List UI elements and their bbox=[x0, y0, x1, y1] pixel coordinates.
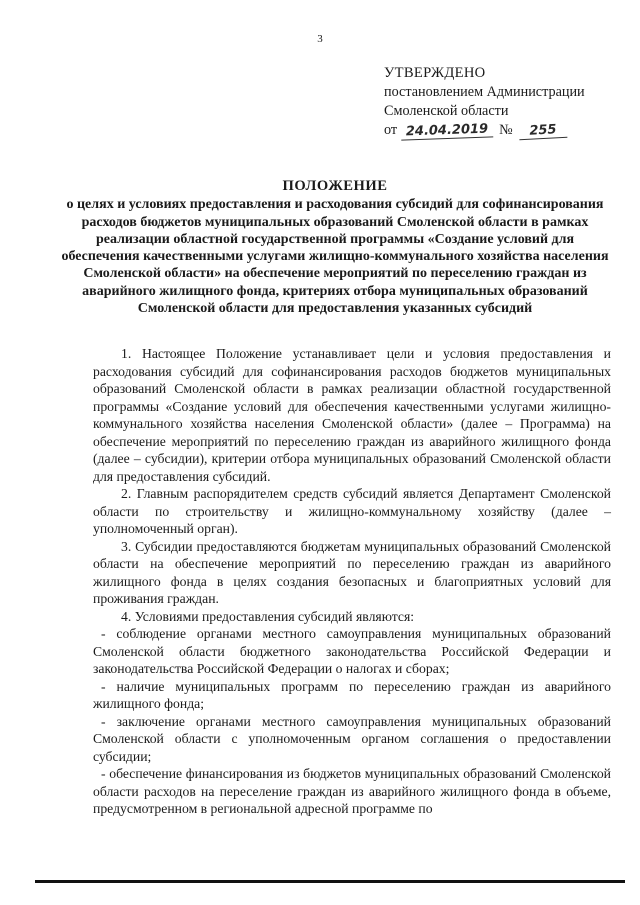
approval-date-number-line bbox=[384, 121, 624, 140]
approval-line-2: Смоленской области bbox=[384, 103, 509, 119]
condition-item-4: - обеспечение финансирования из бюджетов муниципальных образований Смоленской области расходов на переселение граждан из аварийного жилищного фонда в объеме, предусмотренном в региональной адресной программе по bbox=[93, 766, 611, 816]
paragraph-4: 4. Условиями предоставления субсидий являются: bbox=[121, 608, 415, 624]
handwritten-date: 24.04.2019 bbox=[401, 121, 494, 140]
document-title: ПОЛОЖЕНИЕ bbox=[282, 178, 388, 194]
approval-stamp-block bbox=[384, 64, 624, 140]
handwritten-number: 255 bbox=[518, 122, 567, 140]
condition-item-1: - соблюдение органами местного самоуправления муниципальных образований Смоленской области бюджетного законодательства Российской Федерации и законодательства Российской Федерации о налогах и сборах; bbox=[93, 626, 611, 676]
paragraph-3: 3. Субсидии предоставляются бюджетам муниципальных образований Смоленской области на обеспечение мероприятий по переселению граждан из аварийного жилищного фонда в целях создания безопасных и благоприятных условий для проживания граждан. bbox=[93, 538, 611, 606]
page-number: 3 bbox=[317, 33, 323, 45]
document-body bbox=[93, 345, 611, 818]
approval-line-1: постановлением Администрации bbox=[384, 84, 585, 100]
bottom-scan-edge bbox=[35, 880, 625, 883]
condition-item-3: - заключение органами местного самоуправления муниципальных образований Смоленской области с уполномоченным органом соглашения о предоставлении субсидии; bbox=[93, 713, 611, 764]
paragraph-2: 2. Главным распорядителем средств субсидий является Департамент Смоленской области по строительству и жилищно-коммунальному хозяйству (далее – уполномоченный орган). bbox=[93, 486, 611, 536]
condition-item-2: - наличие муниципальных программ по переселению граждан из аварийного жилищного фонда; bbox=[93, 678, 611, 711]
approved-heading: УТВЕРЖДЕНО bbox=[384, 65, 486, 81]
approval-from-prefix: от bbox=[384, 122, 398, 138]
document-title-block bbox=[60, 178, 610, 317]
document-subtitle: о целях и условиях предоставления и расходования субсидий для софинансирования расходов бюджетов муниципальных образований Смоленской области в рамках реализации областной государственной программы «Создание условий для обеспечения качественными услугами жилищно-коммунального хозяйства населения Смоленской области» на обеспечение мероприятий по переселению граждан из аварийного жилищного фонда, критериях отбора муниципальных образований Смоленской области для предоставления указанных субсидий bbox=[61, 197, 609, 317]
number-sign: № bbox=[499, 122, 513, 138]
paragraph-1: 1. Настоящее Положение устанавливает цели и условия предоставления и расходования субсидий для софинансирования расходов бюджетов муниципальных образований Смоленской области в рамках реализации областной государственной программы «Создание условий для обеспечения качественными услугами жилищно-коммунального хозяйства населения Смоленской области» (далее – Программа) на обеспечение мероприятий по переселению граждан из аварийного жилищного фонда (далее – субсидии), критерии отбора муниципальных образований Смоленской области для предоставления субсидий. bbox=[93, 346, 611, 484]
